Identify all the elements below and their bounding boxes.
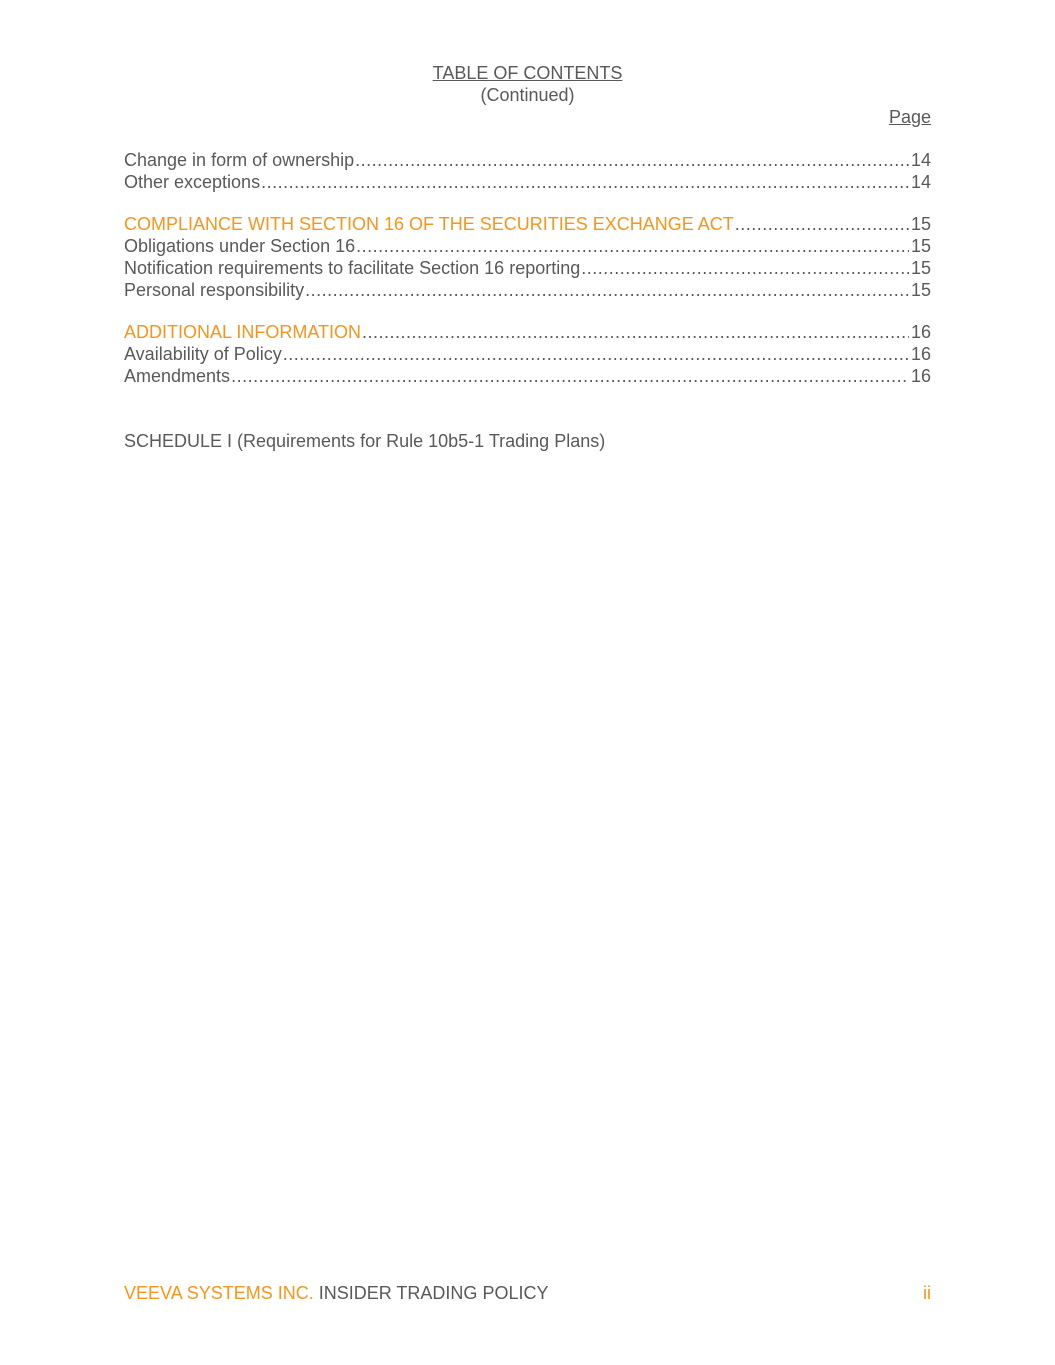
dot-leader [231,365,909,387]
toc-entry[interactable] [124,235,931,257]
toc-subtitle: (Continued) [480,85,575,105]
toc-section-heading[interactable] [124,213,931,235]
toc-title-text: TABLE OF CONTENTS [432,63,623,83]
toc-entry-page: 15 [910,236,931,256]
toc-section-heading[interactable] [124,321,931,343]
toc-entry-label: Other exceptions [124,172,261,192]
dot-leader [305,279,909,301]
toc-title [0,62,1055,84]
toc-heading-label: ADDITIONAL INFORMATION [124,322,362,342]
toc-entry-label: Notification requirements to facilitate Section 16 reporting [124,258,581,278]
toc-entry-page: 14 [910,172,931,192]
footer-company: VEEVA SYSTEMS INC. [124,1283,314,1303]
toc-entry[interactable] [124,171,931,193]
dot-leader [735,213,909,235]
toc-entry-label: Obligations under Section 16 [124,236,356,256]
toc-heading-label: COMPLIANCE WITH SECTION 16 OF THE SECURITIES EXCHANGE ACT [124,214,734,234]
toc-entry-page: 16 [910,322,931,342]
dot-leader [283,343,909,365]
toc-entry-page: 16 [910,366,931,386]
footer-left [124,1282,548,1304]
toc-entry[interactable] [124,257,931,279]
toc-entry-label: Availability of Policy [124,344,282,364]
schedule-entry[interactable]: SCHEDULE I (Requirements for Rule 10b5-1 Trading Plans) [124,431,606,451]
page-column-label: Page [888,107,931,127]
dot-leader [356,235,909,257]
footer-page-number: ii [923,1283,931,1303]
dot-leader [581,257,909,279]
toc-entry[interactable] [124,149,931,171]
toc-entry[interactable] [124,279,931,301]
toc-entry-label: Personal responsibility [124,280,305,300]
toc-entry-page: 15 [910,258,931,278]
table-of-contents [124,149,931,407]
toc-group [124,321,931,387]
dot-leader [362,321,909,343]
toc-group [124,149,931,193]
dot-leader [355,149,909,171]
page-footer [124,1282,931,1304]
toc-entry-page: 16 [910,344,931,364]
toc-entry[interactable] [124,343,931,365]
toc-entry-page: 14 [910,150,931,170]
toc-entry-label: Change in form of ownership [124,150,355,170]
toc-group [124,213,931,301]
dot-leader [261,171,909,193]
toc-entry-page: 15 [910,280,931,300]
toc-entry-label: Amendments [124,366,231,386]
footer-document-title: INSIDER TRADING POLICY [318,1283,549,1303]
toc-entry-page: 15 [910,214,931,234]
toc-entry[interactable] [124,365,931,387]
